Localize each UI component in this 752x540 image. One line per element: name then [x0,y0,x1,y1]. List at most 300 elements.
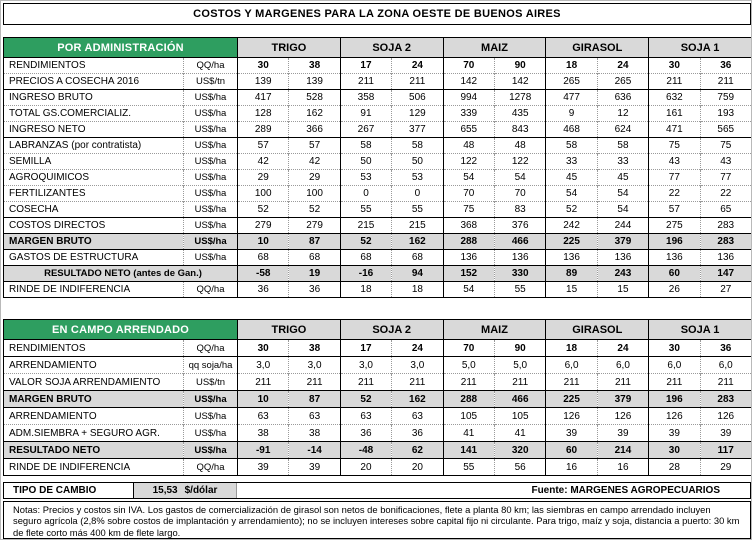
value-cell: 636 [597,90,648,106]
row-unit: US$/ha [184,186,238,202]
value-cell: 36 [700,58,751,74]
value-cell: 215 [340,218,391,234]
value-cell: 17 [340,58,391,74]
value-cell: 36 [700,340,751,357]
row-unit: US$/ha [184,442,238,459]
value-cell: 90 [494,58,545,74]
row-unit: US$/ha [184,202,238,218]
row-label: TOTAL GS.COMERCIALIZ. [4,106,184,122]
value-cell: 41 [443,425,494,442]
row-label: RESULTADO NETO [4,442,184,459]
value-cell: 211 [597,374,648,391]
value-cell: 162 [289,106,340,122]
value-cell: 565 [700,122,751,138]
value-cell: 12 [597,106,648,122]
value-cell: 141 [443,442,494,459]
value-cell: 58 [340,138,391,154]
value-cell: 54 [597,202,648,218]
value-cell: 136 [546,250,597,266]
value-cell: 379 [597,234,648,250]
value-cell: 126 [597,408,648,425]
value-cell: 147 [700,266,751,282]
value-cell: -16 [340,266,391,282]
value-cell: 193 [700,106,751,122]
value-cell: 759 [700,90,751,106]
value-cell: 5,0 [443,357,494,374]
value-cell: 15 [597,282,648,298]
row-label: RESULTADO NETO (antes de Gan.) [4,266,238,282]
value-cell: 45 [597,170,648,186]
row-unit: US$/tn [184,374,238,391]
value-cell: 94 [392,266,443,282]
value-cell: 265 [546,74,597,90]
value-cell: 211 [649,74,700,90]
value-cell: 38 [238,425,289,442]
value-cell: -91 [238,442,289,459]
value-cell: 122 [443,154,494,170]
table-row [4,170,752,186]
value-cell: 275 [649,218,700,234]
value-cell: 60 [649,266,700,282]
table-row [4,425,752,442]
value-cell: 15 [546,282,597,298]
value-cell: 55 [443,459,494,476]
value-cell: 211 [289,374,340,391]
row-unit: US$/ha [184,250,238,266]
value-cell: 215 [392,218,443,234]
value-cell: 843 [494,122,545,138]
table-row [4,357,752,374]
value-cell: 70 [443,58,494,74]
value-cell: 6,0 [649,357,700,374]
row-label: MARGEN BRUTO [4,234,184,250]
value-cell: 54 [546,186,597,202]
value-cell: 22 [649,186,700,202]
row-label: COSTOS DIRECTOS [4,218,184,234]
value-cell: 435 [494,106,545,122]
table-title: POR ADMINISTRACIÓN [4,38,238,58]
value-cell: 54 [494,170,545,186]
value-cell: 24 [597,340,648,357]
value-cell: 39 [649,425,700,442]
row-label: RINDE DE INDIFERENCIA [4,459,184,476]
value-cell: 91 [340,106,391,122]
row-label: GASTOS DE ESTRUCTURA [4,250,184,266]
crop-header-soja-2: SOJA 2 [340,38,443,58]
value-cell: 506 [392,90,443,106]
value-cell: 320 [494,442,545,459]
value-cell: -48 [340,442,391,459]
value-cell: 39 [238,459,289,476]
value-cell: 1278 [494,90,545,106]
value-cell: 70 [494,186,545,202]
value-cell: 366 [289,122,340,138]
value-cell: 16 [597,459,648,476]
value-cell: 33 [597,154,648,170]
row-unit: US$/ha [184,425,238,442]
value-cell: -14 [289,442,340,459]
value-cell: 63 [289,408,340,425]
table-row [4,74,752,90]
value-cell: 211 [700,374,751,391]
value-cell: 20 [340,459,391,476]
value-cell: 283 [700,218,751,234]
value-cell: 55 [494,282,545,298]
table-row [4,186,752,202]
value-cell: 36 [340,425,391,442]
row-label: COSECHA [4,202,184,218]
value-cell: 211 [340,374,391,391]
value-cell: 152 [443,266,494,282]
value-cell: 87 [289,391,340,408]
value-cell: 129 [392,106,443,122]
exchange-rate-bar [3,482,751,499]
value-cell: 55 [392,202,443,218]
value-cell: 43 [649,154,700,170]
value-cell: 136 [649,250,700,266]
value-cell: 417 [238,90,289,106]
row-label: AGROQUIMICOS [4,170,184,186]
value-cell: 471 [649,122,700,138]
value-cell: 38 [289,425,340,442]
row-unit: US$/ha [184,154,238,170]
value-cell: 994 [443,90,494,106]
value-cell: 211 [392,74,443,90]
value-cell: 377 [392,122,443,138]
value-cell: 279 [238,218,289,234]
value-cell: 53 [392,170,443,186]
table-row [4,218,752,234]
value-cell: 57 [289,138,340,154]
crop-header-maiz: MAIZ [443,38,546,58]
row-unit: US$/ha [184,106,238,122]
value-cell: 466 [494,234,545,250]
value-cell: 117 [700,442,751,459]
row-unit: US$/ha [184,138,238,154]
value-cell: 242 [546,218,597,234]
value-cell: 20 [392,459,443,476]
table-row [4,408,752,425]
value-cell: 60 [546,442,597,459]
table-title: EN CAMPO ARRENDADO [4,320,238,340]
value-cell: 122 [494,154,545,170]
value-cell: 75 [649,138,700,154]
por-administracion-table [3,37,752,298]
value-cell: 30 [238,58,289,74]
value-cell: 214 [597,442,648,459]
value-cell: 3,0 [340,357,391,374]
crop-header-girasol: GIRASOL [546,320,649,340]
value-cell: 100 [289,186,340,202]
value-cell: 17 [340,340,391,357]
value-cell: 75 [700,138,751,154]
value-cell: 57 [238,138,289,154]
value-cell: 54 [597,186,648,202]
value-cell: 48 [443,138,494,154]
row-label: MARGEN BRUTO [4,391,184,408]
row-unit: QQ/ha [184,459,238,476]
value-cell: 142 [494,74,545,90]
table-row [4,442,752,459]
row-unit: QQ/ha [184,340,238,357]
row-label: ARRENDAMIENTO [4,408,184,425]
value-cell: 39 [700,425,751,442]
value-cell: 57 [649,202,700,218]
value-cell: 267 [340,122,391,138]
table-header-row [4,320,752,340]
value-cell: 162 [392,391,443,408]
value-cell: 33 [546,154,597,170]
value-cell: 50 [340,154,391,170]
value-cell: 29 [700,459,751,476]
value-cell: 30 [649,58,700,74]
row-unit: qq soja/ha [184,357,238,374]
table-row [4,266,752,282]
crop-header-soja-2: SOJA 2 [340,320,443,340]
notes-box [3,501,751,539]
exchange-rate-value [134,483,237,498]
value-cell: 30 [238,340,289,357]
value-cell: 6,0 [597,357,648,374]
value-cell: 211 [238,374,289,391]
value-cell: 38 [289,58,340,74]
crop-header-soja-1: SOJA 1 [649,38,752,58]
table-row [4,106,752,122]
value-cell: 43 [700,154,751,170]
row-label: ADM.SIEMBRA + SEGURO AGR. [4,425,184,442]
value-cell: 211 [494,374,545,391]
value-cell: 29 [289,170,340,186]
value-cell: 63 [238,408,289,425]
row-unit: US$/ha [184,391,238,408]
source-label: Fuente: MARGENES AGROPECUARIOS [531,485,720,496]
value-cell: 22 [700,186,751,202]
value-cell: 65 [700,202,751,218]
value-cell: 632 [649,90,700,106]
value-cell: 5,0 [494,357,545,374]
table-row [4,154,752,170]
value-cell: 126 [700,408,751,425]
value-cell: 38 [289,340,340,357]
value-cell: 68 [238,250,289,266]
value-cell: 211 [340,74,391,90]
value-cell: 26 [649,282,700,298]
value-cell: 10 [238,234,289,250]
row-unit: US$/ha [184,218,238,234]
value-cell: 48 [494,138,545,154]
value-cell: 18 [546,340,597,357]
table-header-row [4,38,752,58]
value-cell: 55 [340,202,391,218]
value-cell: 36 [238,282,289,298]
crop-header-trigo: TRIGO [238,38,341,58]
value-cell: 87 [289,234,340,250]
value-cell: 56 [494,459,545,476]
value-cell: 225 [546,391,597,408]
value-cell: 279 [289,218,340,234]
value-cell: 39 [546,425,597,442]
value-cell: 50 [392,154,443,170]
crop-header-girasol: GIRASOL [546,38,649,58]
row-unit: US$/ha [184,122,238,138]
value-cell: 45 [546,170,597,186]
value-cell: 128 [238,106,289,122]
value-cell: 62 [392,442,443,459]
table-row [4,138,752,154]
value-cell: 58 [392,138,443,154]
value-cell: 162 [392,234,443,250]
value-cell: 289 [238,122,289,138]
row-label: SEMILLA [4,154,184,170]
row-label: PRECIOS A COSECHA 2016 [4,74,184,90]
crop-header-trigo: TRIGO [238,320,341,340]
value-cell: 624 [597,122,648,138]
row-label: LABRANZAS (por contratista) [4,138,184,154]
value-cell: 211 [443,374,494,391]
crop-header-soja-1: SOJA 1 [649,320,752,340]
value-cell: 70 [443,186,494,202]
value-cell: 211 [392,374,443,391]
value-cell: 225 [546,234,597,250]
row-unit: US$/ha [184,90,238,106]
value-cell: 288 [443,234,494,250]
value-cell: 41 [494,425,545,442]
table-row [4,459,752,476]
exchange-rate-unit: $/dólar [184,485,218,496]
value-cell: 126 [546,408,597,425]
table-row [4,122,752,138]
value-cell: 18 [340,282,391,298]
value-cell: 10 [238,391,289,408]
row-label: FERTILIZANTES [4,186,184,202]
crop-header-maiz: MAIZ [443,320,546,340]
value-cell: 63 [392,408,443,425]
row-unit: US$/ha [184,408,238,425]
value-cell: 339 [443,106,494,122]
value-cell: 3,0 [238,357,289,374]
value-cell: 42 [289,154,340,170]
value-cell: 283 [700,391,751,408]
value-cell: 54 [443,282,494,298]
row-unit: QQ/ha [184,58,238,74]
value-cell: 3,0 [392,357,443,374]
table-row [4,58,752,74]
table-row [4,90,752,106]
value-cell: 52 [289,202,340,218]
value-cell: 70 [443,340,494,357]
row-label: RENDIMIENTOS [4,58,184,74]
table-row [4,374,752,391]
value-cell: 288 [443,391,494,408]
value-cell: 211 [700,74,751,90]
value-cell: -58 [238,266,289,282]
value-cell: 68 [392,250,443,266]
value-cell: 39 [597,425,648,442]
value-cell: 126 [649,408,700,425]
row-label: INGRESO NETO [4,122,184,138]
value-cell: 52 [340,234,391,250]
value-cell: 0 [340,186,391,202]
value-cell: 58 [597,138,648,154]
value-cell: 9 [546,106,597,122]
value-cell: 29 [238,170,289,186]
en-campo-arrendado-table [3,319,752,476]
row-label: INGRESO BRUTO [4,90,184,106]
row-unit: US$/ha [184,170,238,186]
value-cell: 68 [340,250,391,266]
report-title-bar [3,3,751,25]
value-cell: 265 [597,74,648,90]
table-row [4,340,752,357]
row-label: RENDIMIENTOS [4,340,184,357]
table-row [4,250,752,266]
value-cell: 100 [238,186,289,202]
value-cell: 24 [597,58,648,74]
value-cell: 655 [443,122,494,138]
value-cell: 196 [649,234,700,250]
value-cell: 196 [649,391,700,408]
row-label: VALOR SOJA ARRENDAMIENTO [4,374,184,391]
table-row [4,391,752,408]
table-row [4,282,752,298]
value-cell: 58 [546,138,597,154]
value-cell: 24 [392,340,443,357]
value-cell: 52 [238,202,289,218]
value-cell: 136 [700,250,751,266]
table-row [4,202,752,218]
value-cell: 6,0 [546,357,597,374]
value-cell: 211 [649,374,700,391]
value-cell: 52 [340,391,391,408]
value-cell: 466 [494,391,545,408]
value-cell: 139 [238,74,289,90]
value-cell: 27 [700,282,751,298]
value-cell: 36 [392,425,443,442]
value-cell: 528 [289,90,340,106]
value-cell: 77 [700,170,751,186]
value-cell: 3,0 [289,357,340,374]
value-cell: 136 [443,250,494,266]
value-cell: 211 [546,374,597,391]
row-unit: US$/ha [184,234,238,250]
row-unit: QQ/ha [184,282,238,298]
page-title: COSTOS Y MARGENES PARA LA ZONA OESTE DE BUENOS AIRES [193,8,561,20]
value-cell: 6,0 [700,357,751,374]
value-cell: 30 [649,340,700,357]
value-cell: 468 [546,122,597,138]
value-cell: 368 [443,218,494,234]
value-cell: 83 [494,202,545,218]
value-cell: 161 [649,106,700,122]
exchange-rate-label: TIPO DE CAMBIO [4,483,134,498]
value-cell: 105 [494,408,545,425]
value-cell: 53 [340,170,391,186]
table-row [4,234,752,250]
value-cell: 136 [494,250,545,266]
value-cell: 283 [700,234,751,250]
notes-text: Notas: Precios y costos sin IVA. Los gastos de comercialización de girasol son netos de bonificaciones, flete a planta 80 km; las siembras en campo arrendado incluyen seguro agrícola (2,8% sobre costos de implantación y arrendamiento); no se incluyen intereses sobre capital fijo ni circulante. Para trigo, maíz y soja, distancia a puerto: 30 km de flete corto más 400 km de flete largo. [13,504,740,538]
value-cell: 18 [392,282,443,298]
value-cell: 18 [546,58,597,74]
value-cell: 75 [443,202,494,218]
value-cell: 36 [289,282,340,298]
value-cell: 105 [443,408,494,425]
value-cell: 16 [546,459,597,476]
value-cell: 28 [649,459,700,476]
value-cell: 376 [494,218,545,234]
value-cell: 379 [597,391,648,408]
value-cell: 54 [443,170,494,186]
